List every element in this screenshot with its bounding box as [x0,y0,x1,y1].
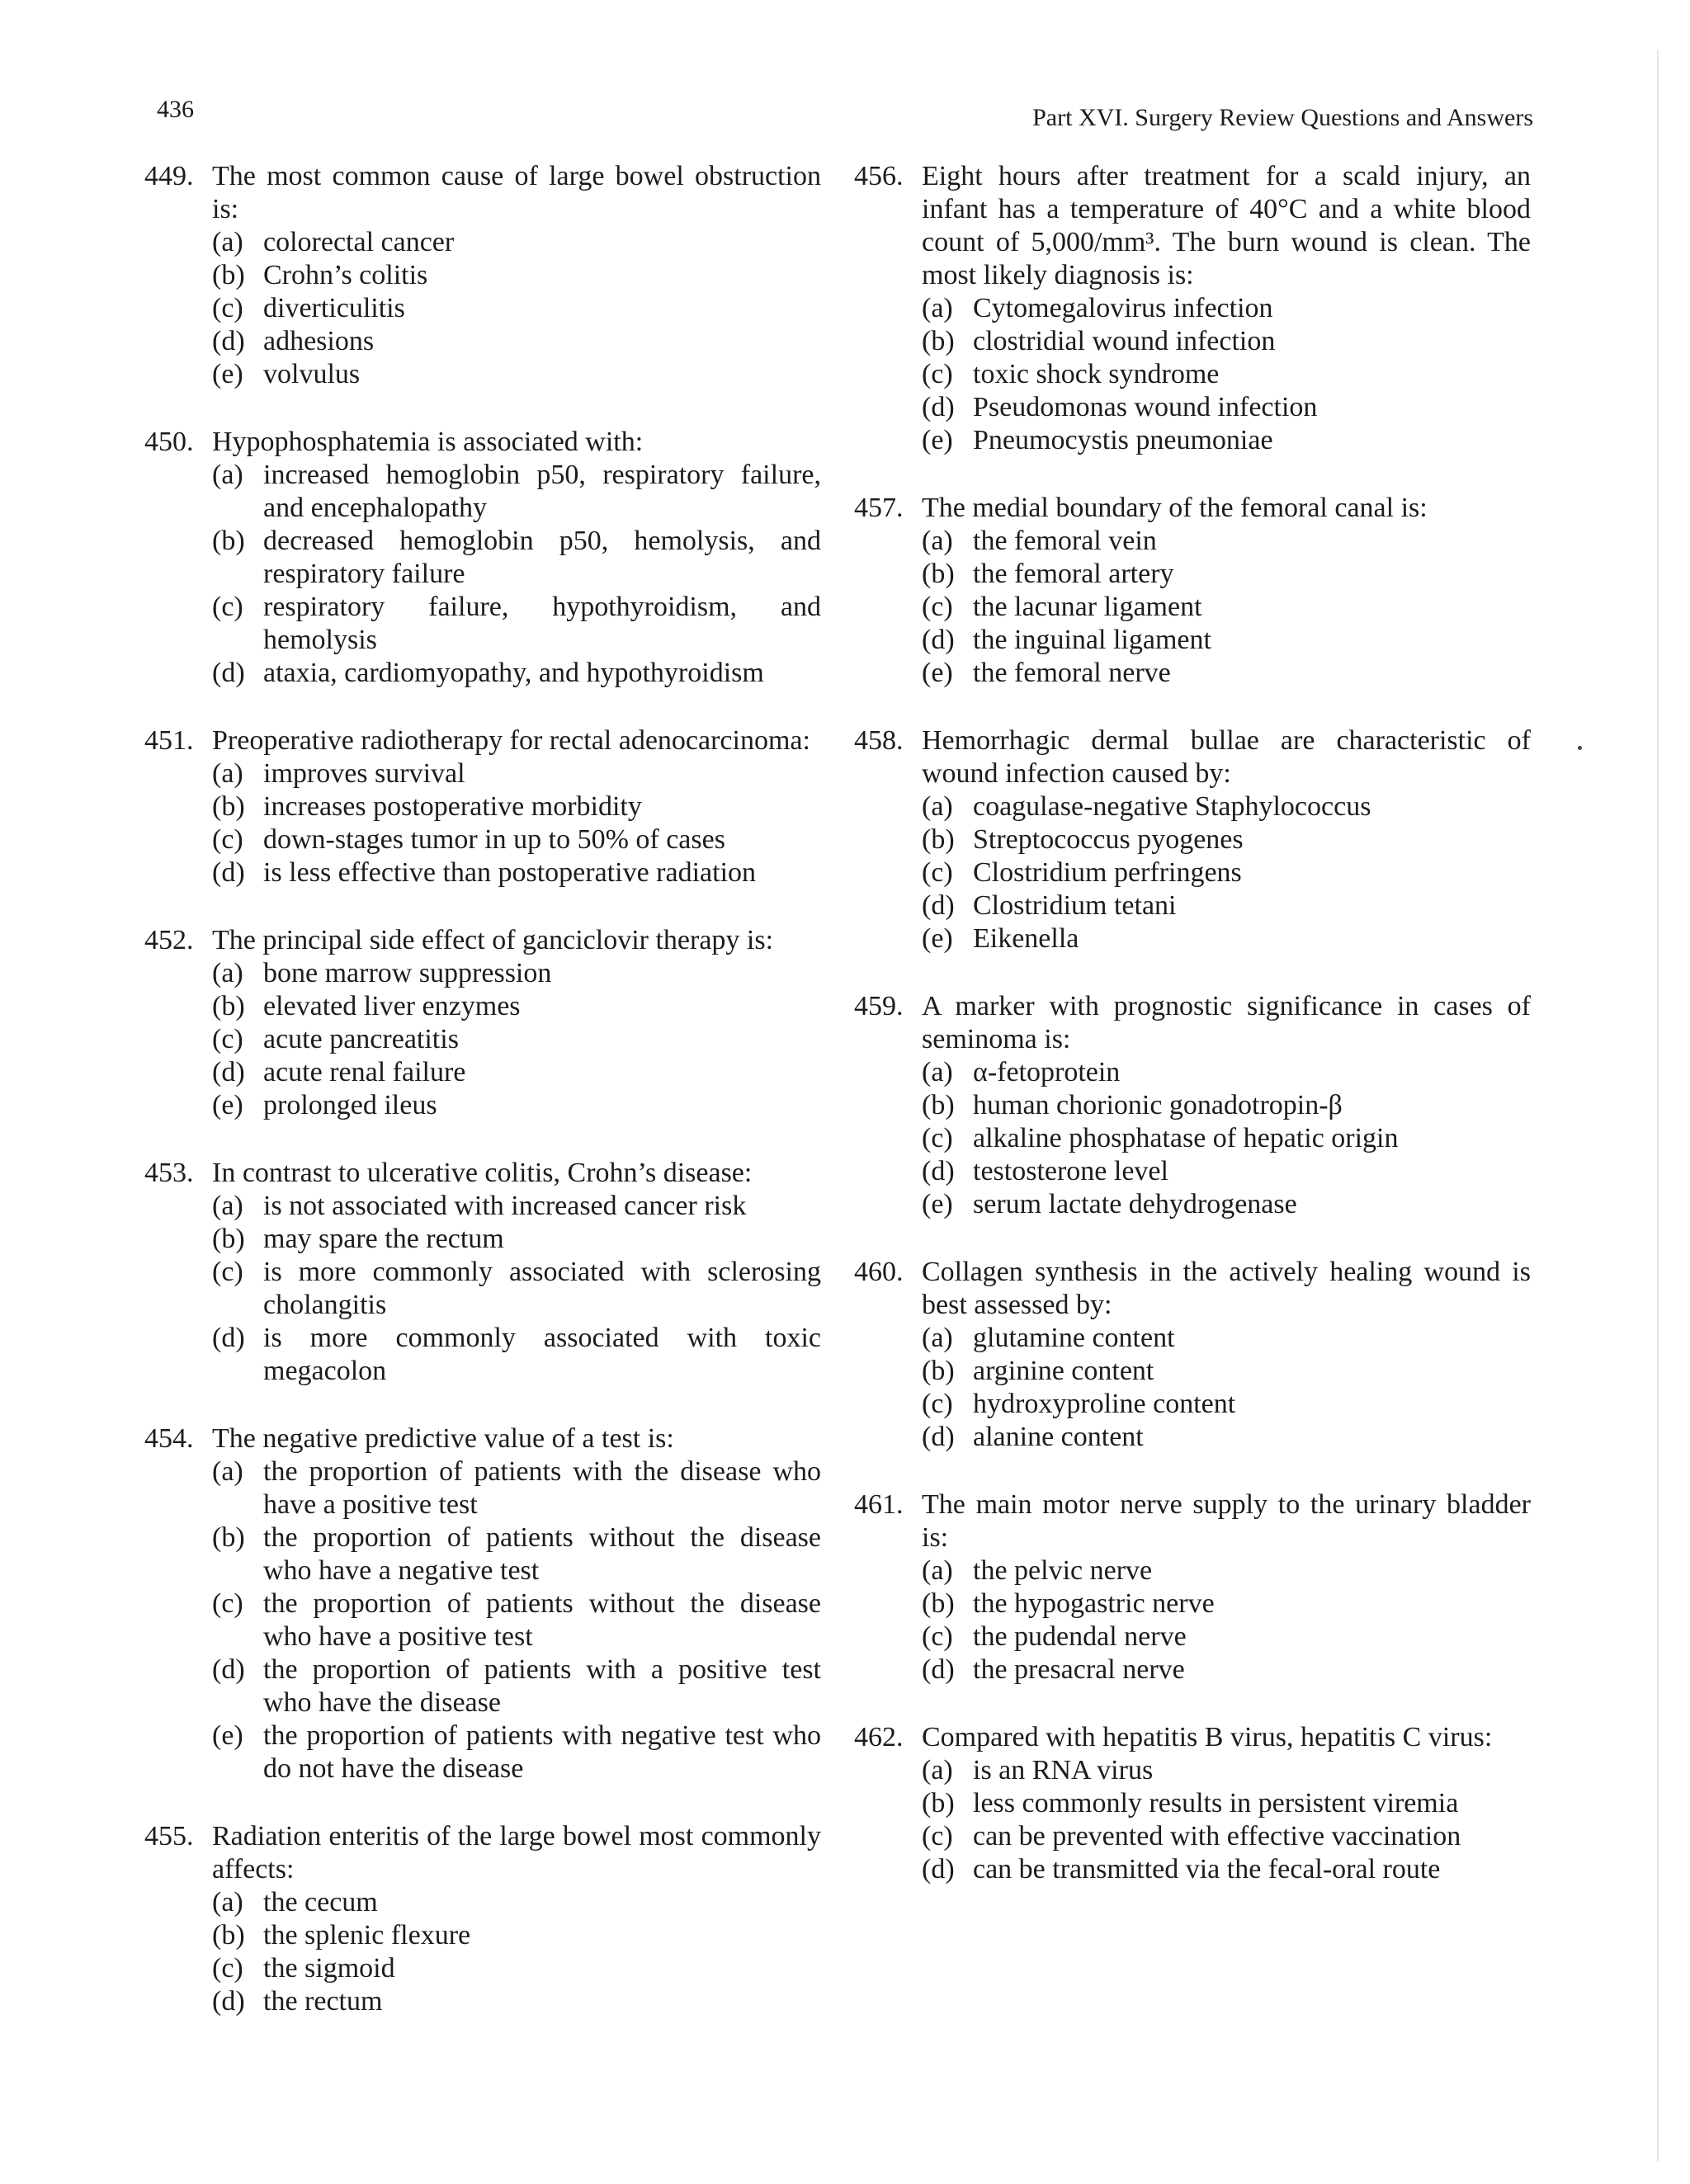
option-label: (c) [212,1953,243,1984]
option-text: glutamine content [973,1323,1175,1353]
option-label: (d) [212,1057,245,1087]
option-label: (e) [922,1189,953,1219]
page-number: 436 [157,96,194,123]
option-label: (a) [922,1057,953,1087]
option-text: the lacunar ligament [973,592,1202,622]
option-label: (b) [922,326,955,356]
answer-option [212,1886,821,1919]
question-stem: In contrast to ulcerative colitis, Crohn’s disease: [212,1158,753,1188]
question-number: 456. [854,161,904,191]
option-text: testosterone level [973,1156,1168,1186]
option-text: increased hemoglobin p50, respiratory failure, and encephalopathy [263,460,821,523]
answer-option [212,259,821,292]
option-text: is more commonly associated with toxic megacolon [263,1323,821,1386]
option-label: (b) [212,791,245,822]
option-label: (d) [212,857,245,888]
option-label: (a) [212,958,243,988]
option-label: (b) [922,1356,955,1386]
question-number: 458. [854,725,904,756]
question-item [144,1820,821,2018]
question-number: 449. [144,161,194,191]
option-label: (c) [212,824,243,855]
option-text: the femoral vein [973,526,1157,556]
option-label: (b) [212,260,245,290]
question-number: 450. [144,427,194,457]
option-label: (c) [922,857,953,888]
question-number: 451. [144,725,194,756]
option-label: (c) [922,1389,953,1419]
option-text: elevated liver enzymes [263,991,521,1021]
option-label: (a) [922,1755,953,1785]
option-text: the cecum [263,1887,378,1917]
answer-option [212,1587,821,1653]
option-label: (e) [922,923,953,954]
option-text: the femoral nerve [973,658,1171,688]
option-label: (b) [922,824,955,855]
question-stem: A marker with prognostic significance in cases of seminoma is: [922,991,1531,1054]
option-text: Crohn’s colitis [263,260,428,290]
answer-option [212,990,821,1023]
option-text: colorectal cancer [263,227,455,257]
answer-option [922,525,1531,558]
option-label: (c) [212,1588,243,1619]
option-text: clostridial wound infection [973,326,1276,356]
option-label: (c) [212,1257,243,1287]
option-label: (e) [212,1720,243,1751]
option-text: Eikenella [973,923,1079,954]
option-text: the inguinal ligament [973,625,1211,655]
option-text: the rectum [263,1986,383,2017]
option-text: down-stages tumor in up to 50% of cases [263,824,725,855]
question-item [854,1256,1531,1454]
option-label: (d) [212,1654,245,1685]
option-text: the splenic flexure [263,1920,471,1951]
option-text: can be prevented with effective vaccination [973,1821,1461,1851]
option-text: acute pancreatitis [263,1024,459,1054]
question-stem: The main motor nerve supply to the urinary bladder is: [922,1489,1531,1553]
option-label: (a) [922,791,953,822]
option-label: (b) [922,1788,955,1818]
option-label: (d) [922,1422,955,1452]
option-text: the sigmoid [263,1953,395,1984]
option-text: alkaline phosphatase of hepatic origin [973,1123,1399,1153]
option-text: Streptococcus pyogenes [973,824,1244,855]
option-text: ataxia, cardiomyopathy, and hypothyroidism [263,658,764,688]
option-text: Cytomegalovirus infection [973,293,1273,323]
answer-option [922,1155,1531,1188]
answer-option [922,1122,1531,1155]
answer-option [212,325,821,358]
answer-option [212,1223,821,1256]
question-stem: Hemorrhagic dermal bullae are characteristic of wound infection caused by: [922,725,1531,789]
answer-option [922,591,1531,624]
question-item [854,1488,1531,1686]
question-item [854,724,1531,955]
answer-option [212,1653,821,1719]
answer-option [922,1056,1531,1089]
question-stem: Eight hours after treatment for a scald injury, an infant has a temperature of 40°C and a white blood count of 5,000/mm³. The burn wound is clean. The most likely diagnosis is: [922,161,1531,290]
left-column [144,160,821,2053]
option-text: diverticulitis [263,293,405,323]
option-label: (b) [922,559,955,589]
right-column [854,160,1531,1921]
answer-option [922,889,1531,922]
answer-option [212,1719,821,1785]
answer-option [922,1787,1531,1820]
stray-mark [1578,746,1582,750]
option-label: (d) [212,326,245,356]
answer-option [922,823,1531,856]
option-label: (d) [922,392,955,422]
answer-option [212,856,821,889]
option-label: (d) [212,1986,245,2017]
answer-option [212,525,821,591]
option-label: (b) [212,1522,245,1553]
question-stem: The medial boundary of the femoral canal is: [922,493,1428,523]
option-label: (c) [212,1024,243,1054]
answer-option [922,292,1531,325]
question-item [854,1721,1531,1886]
option-label: (a) [212,460,243,490]
answer-option [922,856,1531,889]
answer-option [212,1952,821,1985]
running-head: Part XVI. Surgery Review Questions and Answers [1032,104,1533,131]
option-text: prolonged ileus [263,1090,437,1120]
option-label: (a) [922,293,953,323]
answer-option [922,1620,1531,1653]
option-label: (b) [212,526,245,556]
question-number: 455. [144,1821,194,1851]
answer-option [212,358,821,391]
question-item [144,426,821,690]
option-text: Pneumocystis pneumoniae [973,425,1273,455]
answer-option [212,226,821,259]
answer-option [212,1023,821,1056]
option-text: can be transmitted via the fecal-oral route [973,1854,1441,1884]
answer-option [922,391,1531,424]
answer-option [212,790,821,823]
question-stem: Preoperative radiotherapy for rectal adenocarcinoma: [212,725,810,756]
option-label: (d) [212,1323,245,1353]
option-text: serum lactate dehydrogenase [973,1189,1297,1219]
question-stem: Radiation enteritis of the large bowel most commonly affects: [212,1821,821,1884]
option-text: decreased hemoglobin p50, hemolysis, and respiratory failure [263,526,821,589]
option-text: human chorionic gonadotropin-β [973,1090,1343,1120]
answer-option [922,1587,1531,1620]
question-number: 457. [854,493,904,523]
option-text: may spare the rectum [263,1224,504,1254]
option-text: less commonly results in persistent viremia [973,1788,1459,1818]
question-number: 459. [854,991,904,1021]
question-item [854,160,1531,457]
option-label: (c) [922,1621,953,1652]
answer-option [922,1322,1531,1355]
option-label: (d) [922,1854,955,1884]
question-item [144,160,821,391]
option-label: (d) [922,1156,955,1186]
option-text: Clostridium perfringens [973,857,1242,888]
option-text: the presacral nerve [973,1654,1185,1685]
option-text: the proportion of patients with the disease who have a positive test [263,1456,821,1520]
answer-option [922,1653,1531,1686]
option-text: the hypogastric nerve [973,1588,1215,1619]
option-text: is not associated with increased cancer risk [263,1191,747,1221]
question-stem: Collagen synthesis in the actively healing wound is best assessed by: [922,1257,1531,1320]
answer-option [212,1322,821,1388]
option-label: (a) [212,1887,243,1917]
answer-option [922,624,1531,657]
answer-option [212,823,821,856]
option-label: (c) [922,1821,953,1851]
option-text: the proportion of patients with a positive test who have the disease [263,1654,821,1718]
option-label: (a) [212,1456,243,1487]
option-text: Clostridium tetani [973,890,1177,921]
option-text: volvulus [263,359,361,389]
option-label: (c) [922,1123,953,1153]
answer-option [212,1985,821,2018]
answer-option [922,1388,1531,1421]
answer-option [922,790,1531,823]
question-number: 453. [144,1158,194,1188]
answer-option [212,657,821,690]
option-text: alanine content [973,1422,1144,1452]
option-text: the pudendal nerve [973,1621,1187,1652]
answer-option [922,657,1531,690]
question-stem: Compared with hepatitis B virus, hepatitis C virus: [922,1722,1493,1752]
question-stem: The negative predictive value of a test is: [212,1423,674,1454]
answer-option [212,1089,821,1122]
answer-option [212,757,821,790]
option-label: (a) [212,758,243,789]
option-label: (a) [212,1191,243,1221]
answer-option [922,325,1531,358]
answer-option [922,358,1531,391]
option-text: is less effective than postoperative radiation [263,857,757,888]
answer-option [212,1919,821,1952]
option-label: (c) [922,592,953,622]
answer-option [212,957,821,990]
answer-option [212,1056,821,1089]
option-label: (a) [922,526,953,556]
option-label: (d) [922,625,955,655]
option-label: (b) [922,1090,955,1120]
question-stem: Hypophosphatemia is associated with: [212,427,644,457]
option-text: acute renal failure [263,1057,466,1087]
question-number: 461. [854,1489,904,1520]
question-item [144,1422,821,1785]
option-label: (c) [922,359,953,389]
answer-option [922,1853,1531,1886]
answer-option [212,1455,821,1521]
option-label: (d) [922,890,955,921]
question-number: 454. [144,1423,194,1454]
option-label: (a) [922,1555,953,1586]
option-label: (c) [212,592,243,622]
option-text: respiratory failure, hypothyroidism, and hemolysis [263,592,821,655]
option-text: increases postoperative morbidity [263,791,642,822]
option-text: the pelvic nerve [973,1555,1153,1586]
option-text: the proportion of patients without the disease who have a negative test [263,1522,821,1586]
option-text: is an RNA virus [973,1755,1154,1785]
option-text: the proportion of patients without the disease who have a positive test [263,1588,821,1652]
question-number: 460. [854,1257,904,1287]
question-item [854,492,1531,690]
option-label: (b) [212,991,245,1021]
answer-option [922,1754,1531,1787]
option-text: adhesions [263,326,375,356]
option-label: (b) [212,1920,245,1951]
question-item [854,990,1531,1221]
answer-option [212,292,821,325]
option-label: (c) [212,293,243,323]
option-text: bone marrow suppression [263,958,552,988]
option-text: arginine content [973,1356,1154,1386]
option-label: (a) [212,227,243,257]
question-number: 462. [854,1722,904,1752]
option-label: (e) [212,359,243,389]
question-stem: The most common cause of large bowel obstruction is: [212,161,821,224]
answer-option [922,1554,1531,1587]
answer-option [922,1355,1531,1388]
answer-option [212,1521,821,1587]
option-label: (d) [212,658,245,688]
option-label: (e) [212,1090,243,1120]
answer-option [212,1190,821,1223]
answer-option [212,459,821,525]
option-text: the proportion of patients with negative test who do not have the disease [263,1720,821,1784]
option-text: α-fetoprotein [973,1057,1121,1087]
question-number: 452. [144,925,194,955]
answer-option [922,1188,1531,1221]
question-stem: The principal side effect of ganciclovir therapy is: [212,925,774,955]
answer-option [212,591,821,657]
option-text: the femoral artery [973,559,1174,589]
answer-option [922,1820,1531,1853]
option-text: coagulase-negative Staphylococcus [973,791,1371,822]
question-item [144,724,821,889]
option-text: improves survival [263,758,465,789]
option-label: (b) [212,1224,245,1254]
answer-option [922,558,1531,591]
option-text: hydroxyproline content [973,1389,1236,1419]
option-label: (e) [922,658,953,688]
answer-option [922,424,1531,457]
option-label: (d) [922,1654,955,1685]
option-label: (e) [922,425,953,455]
option-label: (b) [922,1588,955,1619]
option-text: is more commonly associated with sclerosing cholangitis [263,1257,821,1320]
option-label: (a) [922,1323,953,1353]
question-item [144,1157,821,1388]
answer-option [922,1089,1531,1122]
option-text: Pseudomonas wound infection [973,392,1318,422]
answer-option [212,1256,821,1322]
page-edge-line [1657,50,1659,2162]
option-text: toxic shock syndrome [973,359,1220,389]
answer-option [922,922,1531,955]
answer-option [922,1421,1531,1454]
question-item [144,924,821,1122]
